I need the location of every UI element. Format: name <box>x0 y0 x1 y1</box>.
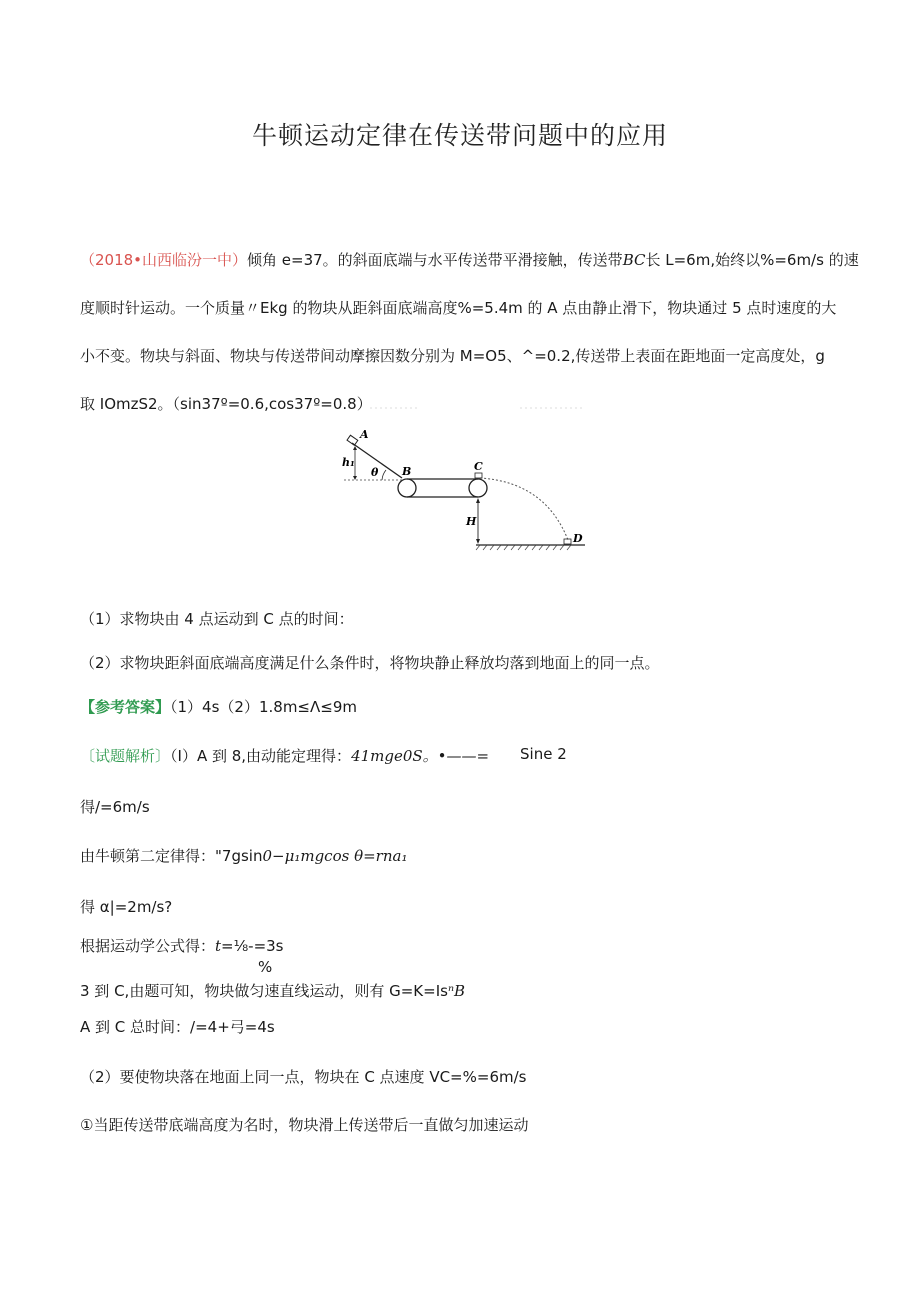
answer-text: （1）4s（2）1.8m≤Λ≤9m <box>170 698 357 716</box>
page-title: 牛顿运动定律在传送带问题中的应用 <box>251 121 668 150</box>
problem-text: 长 L=6m,始终以%=6m/s 的速 <box>645 251 859 269</box>
explanation-line-5-under: % <box>258 958 273 976</box>
explanation-line-3 <box>80 845 407 867</box>
conveyor-diagram <box>330 400 600 560</box>
explanation-line-7: A 到 C 总时间：/=4+弓=4s <box>80 1018 275 1036</box>
problem-line-3: 小不变。物块与斜面、物块与传送带间动摩擦因数分别为 M=O5、^=0.2,传送带上表面在距地面一定高度处，g <box>80 347 825 365</box>
question-2: （2）求物块距斜面底端高度满足什么条件时，将物块静止释放均落到地面上的同一点。 <box>80 654 660 672</box>
formula: ⁿB <box>447 982 466 1000</box>
problem-line-1 <box>80 249 859 271</box>
explanation-line-5 <box>80 935 284 957</box>
explanation-text: 根据运动学公式得： <box>80 937 216 955</box>
explanation-line-4: 得 α|=2m/s? <box>80 898 173 916</box>
explanation-text: 由牛顿第二定律得："7gsin <box>80 847 263 865</box>
explanation-line-1-right: Sine 2 <box>520 745 567 763</box>
explanation-text: =⅛-=3s <box>221 937 284 955</box>
explanation-line-6 <box>80 980 465 1002</box>
label-a: A <box>360 428 369 441</box>
explanation-text: （I）A 到 8,由动能定理得： <box>170 747 352 765</box>
problem-text: 倾角 e=37。的斜面底端与水平传送带平滑接触，传送带 <box>247 251 623 269</box>
problem-line-4: 取 IOmzS2。（sin37º=0.6,cos37º=0.8） <box>80 395 372 413</box>
label-d: D <box>573 532 583 545</box>
label-c: C <box>474 460 483 473</box>
problem-source: （2018•山西临汾一中） <box>80 251 248 269</box>
segment-bc: BC <box>622 251 646 269</box>
problem-line-2: 度顺时针运动。一个质量〃Ekg 的物块从距斜面底端高度%=5.4m 的 A 点由静止滑下，物块通过 5 点时速度的大 <box>80 299 837 317</box>
explanation-text: 3 到 C,由题可知，物块做匀速直线运动，则有 G=K=Is <box>80 982 448 1000</box>
label-h: H <box>466 515 477 528</box>
label-b: B <box>402 465 412 478</box>
explanation-line-1 <box>80 745 489 767</box>
label-theta: θ <box>371 466 379 479</box>
formula: 41mge0S。•——= <box>351 747 490 765</box>
explanation-line-9: ①当距传送带底端高度为名时，物块滑上传送带后一直做匀加速运动 <box>80 1116 529 1134</box>
answer-tag: 【参考答案】 <box>80 698 171 716</box>
question-1: （1）求物块由 4 点运动到 C 点的时间： <box>80 610 354 628</box>
label-h1: h₁ <box>342 456 355 469</box>
explanation-line-8: （2）要使物块落在地面上同一点，物块在 C 点速度 VC=%=6m/s <box>80 1068 527 1086</box>
reference-answer <box>80 696 357 718</box>
formula: t <box>215 937 222 955</box>
formula: 0−μ₁mgcos θ=rna₁ <box>262 847 408 865</box>
explanation-line-2: 得/=6m/s <box>80 798 150 816</box>
explanation-tag: 〔试题解析〕 <box>80 747 171 765</box>
